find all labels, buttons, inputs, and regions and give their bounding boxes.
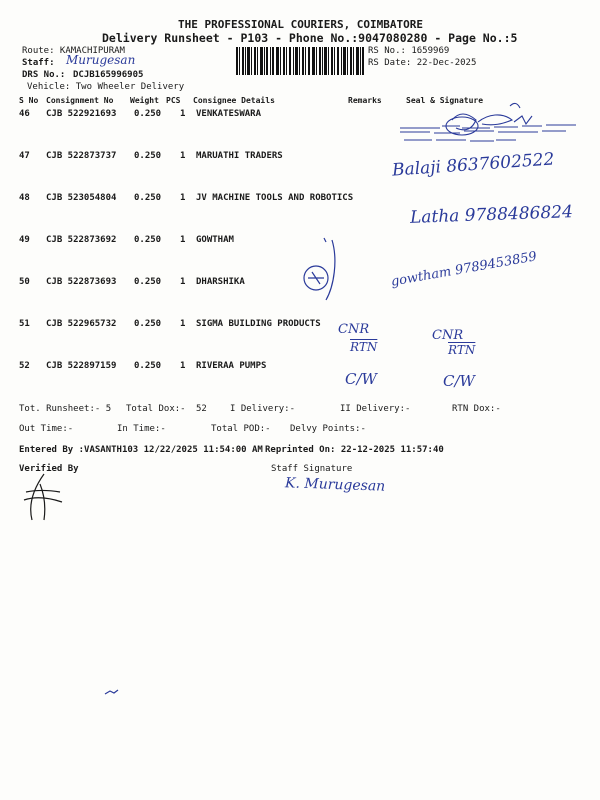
row-sno: 46 [19, 109, 30, 119]
row-consignment: CJB 522897159 [46, 361, 117, 371]
rtn-dox: RTN Dox:- [452, 404, 501, 414]
company-stamp-seal [396, 100, 596, 148]
route-label: Route: KAMACHIPURAM [22, 46, 125, 56]
total-runsheet: Tot. Runsheet:- 5 [19, 404, 112, 414]
col-seal: Seal & Signature [406, 96, 484, 105]
row-pcs: 1 [180, 319, 186, 329]
rs-date: RS Date: 22-Dec-2025 [368, 58, 477, 68]
row-consignment: CJB 522921693 [46, 109, 117, 119]
handwritten-receiver-row47: Balaji 8637602522 [391, 149, 555, 181]
handwritten-receiver-row50: gowtham 9789453859 [389, 249, 538, 290]
row-sno: 52 [19, 361, 30, 371]
row-sno: 51 [19, 319, 30, 329]
in-time: In Time:- [117, 424, 166, 434]
i-delivery: I Delivery:- [230, 404, 296, 414]
vehicle-label: Vehicle: Two Wheeler Delivery [27, 82, 185, 92]
total-dox-label: Total Dox:- [126, 404, 186, 414]
row-pcs: 1 [180, 235, 186, 245]
barcode-image [236, 47, 364, 75]
row-consignee: VENKATESWARA [196, 109, 262, 119]
col-remarks: Remarks [348, 96, 382, 105]
row-consignee: MARUATHI TRADERS [196, 151, 283, 161]
row-weight: 0.250 [134, 151, 162, 161]
row-sno: 48 [19, 193, 30, 203]
staff-signature-label: Staff Signature [271, 464, 353, 474]
row-pcs: 1 [180, 151, 186, 161]
row-weight: 0.250 [134, 109, 162, 119]
total-pod: Total POD:- [211, 424, 271, 434]
row-consignment: CJB 523054804 [46, 193, 117, 203]
row-pcs: 1 [180, 277, 186, 287]
row-consignee: RIVERAA PUMPS [196, 361, 267, 371]
row-weight: 0.250 [134, 361, 162, 371]
row-pcs: 1 [180, 109, 186, 119]
reprinted-on: Reprinted On: 22-12-2025 11:57:40 [265, 445, 444, 455]
staff-signature-handwritten: K. Murugesan [284, 475, 386, 495]
row-consignment: CJB 522965732 [46, 319, 117, 329]
row-consignee: GOWTHAM [196, 235, 234, 245]
total-dox-value: 52 [196, 404, 207, 414]
row-weight: 0.250 [134, 235, 162, 245]
row-pcs: 1 [180, 193, 186, 203]
row-weight: 0.250 [134, 319, 162, 329]
verified-by-signature [22, 470, 70, 524]
row-consignment: CJB 522873693 [46, 277, 117, 287]
staff-handwritten-name: Murugesan [66, 53, 136, 67]
remark-cw-2: C/W [443, 372, 475, 390]
ink-mark [103, 688, 119, 696]
handwritten-receiver-row48: Latha 9788486824 [409, 202, 574, 228]
col-weight: Weight [130, 96, 159, 105]
verified-by-label: Verified By [19, 464, 79, 474]
row-consignment: CJB 522873692 [46, 235, 117, 245]
col-pcs: PCS [166, 96, 181, 105]
col-sno: S No [19, 96, 39, 105]
staff-label: Staff: [22, 58, 55, 68]
ii-delivery: II Delivery:- [340, 404, 411, 414]
drs-label: DRS No.: [22, 70, 66, 80]
row-sno: 50 [19, 277, 30, 287]
row-sno: 47 [19, 151, 30, 161]
row-weight: 0.250 [134, 193, 162, 203]
row-weight: 0.250 [134, 277, 162, 287]
row-consignee: SIGMA BUILDING PRODUCTS [196, 319, 321, 329]
delvy-points: Delvy Points:- [290, 424, 366, 434]
col-consignee: Consignee Details [193, 96, 275, 105]
company-title: THE PROFESSIONAL COURIERS, COIMBATORE [178, 18, 424, 31]
out-time: Out Time:- [19, 424, 74, 434]
rs-number: RS No.: 1659969 [368, 46, 450, 56]
remark-cnr-2: CNR [432, 328, 464, 343]
remark-cw-1: C/W [345, 370, 377, 388]
entered-by: Entered By :VASANTH103 12/22/2025 11:54:00 AM [19, 445, 263, 455]
row-pcs: 1 [180, 361, 186, 371]
round-seal-scribble [300, 236, 344, 316]
col-consignment: Consignment No [46, 96, 114, 105]
runsheet-subtitle: Delivery Runsheet - P103 - Phone No.:9047080280 - Page No.:5 [102, 31, 518, 45]
remark-rtn-1: $\overline{RTN}$ [350, 340, 378, 354]
row-consignee: DHARSHIKA [196, 277, 245, 287]
remark-rtn-2: $\overline{RTN}$ [448, 343, 476, 357]
remark-cnr-1: CNR [338, 322, 370, 337]
row-consignment: CJB 522873737 [46, 151, 117, 161]
row-sno: 49 [19, 235, 30, 245]
row-consignee: JV MACHINE TOOLS AND ROBOTICS [196, 193, 354, 203]
drs-value: DCJB165996905 [73, 70, 144, 80]
